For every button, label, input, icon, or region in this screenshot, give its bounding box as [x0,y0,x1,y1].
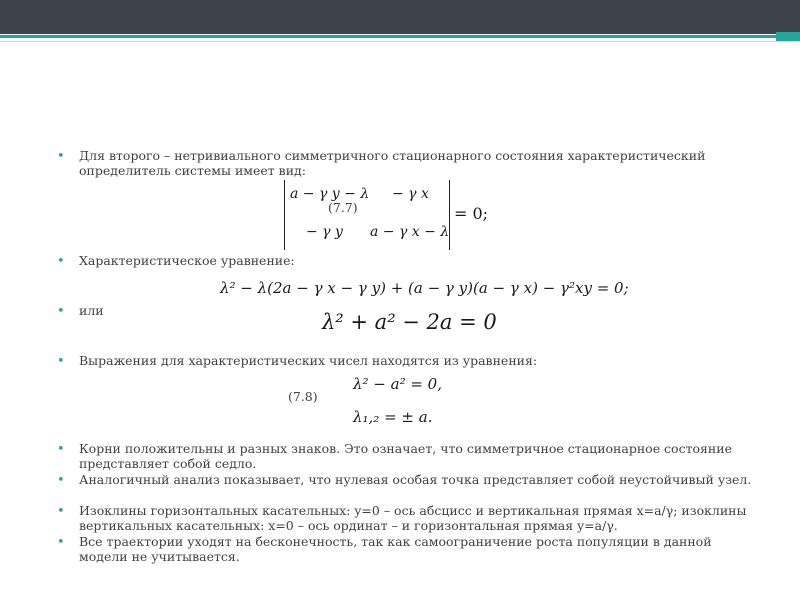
characteristic-equation: λ² − λ(2a − γ x − γ y) + (a − γ y)(a − γ x) − γ²xy = 0; [220,279,629,297]
lambda-roots: λ₁,₂ = ± a. [353,408,433,426]
equation-label-7-8: (7.8) [288,389,318,404]
bullet-text-4: Выражения для характеристических чисел находятся из уравнения: [79,353,538,368]
bullet-text-1: Для второго – нетривиального симметричного стационарного состояния характеристический определитель системы имеет вид: [79,148,706,178]
corner-accent [776,32,800,41]
det-a21: − γ y [306,224,343,240]
determinant-block [284,180,489,252]
det-a12: − γ x [392,186,429,202]
title-bar [0,0,800,34]
det-left-bar [284,180,285,250]
bullet-marker: • [57,354,65,369]
bullet-marker: • [57,535,65,550]
bullet-text-7: Изоклины горизонтальных касательных: y=0 – ось абсцисс и вертикальная прямая x=a/γ; изоклины вертикальных касательных: x=0 – ось ординат – и горизонтальная прямая y=a/γ. [79,503,747,533]
bullet-text-8: Все траектории уходят на бесконечность, так как самоограничение роста популяции в данной модели не учитывается. [79,534,712,564]
bullet-text-2: Характеристическое уравнение: [79,253,295,268]
reduced-equation: λ² + a² − 2a = 0 [322,310,497,334]
det-rhs: = 0; [454,204,489,223]
bullet-marker: • [57,254,65,269]
equation-label-7-7: (7.7) [328,200,358,215]
bullet-marker: • [57,149,65,164]
bullet-marker: • [57,304,65,319]
det-a11: a − γ y − λ [290,186,370,202]
lambda-square-equation: λ² − a² = 0, [353,375,442,393]
bullet-text-5: Корни положительны и разных знаков. Это означает, что симметричное стационарное состояние представляет собой седло. [79,441,732,471]
bullet-marker: • [57,442,65,457]
bullet-marker: • [57,473,65,488]
header-hairline [0,41,800,42]
bullet-text-6: Аналогичный анализ показывает, что нулевая особая точка представляет собой неустойчивый узел. [79,472,752,487]
bullet-marker: • [57,504,65,519]
det-a22: a − γ x − λ [370,224,450,240]
bullet-text-3: или [79,303,104,318]
accent-stripe [0,35,800,38]
